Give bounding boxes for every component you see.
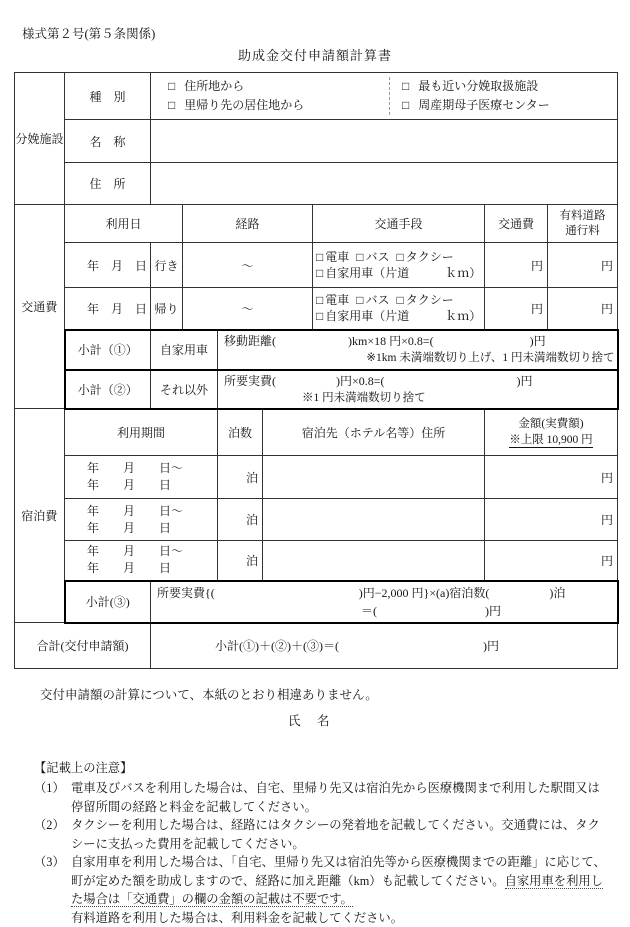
notes-section bbox=[34, 759, 608, 927]
transport-date-field[interactable]: 年 月 日 bbox=[65, 288, 151, 330]
checkbox-icon[interactable]: □ bbox=[396, 293, 404, 308]
transport-header-toll bbox=[548, 205, 618, 243]
lodging-header-period: 利用期間 bbox=[65, 409, 218, 456]
transport-toll-field[interactable]: 円 bbox=[548, 243, 618, 288]
means-option[interactable] bbox=[356, 293, 389, 307]
transport-fare-field[interactable]: 円 bbox=[485, 243, 548, 288]
period-line2: 年 月 日 bbox=[87, 478, 172, 492]
subtotal1-note: ※1km 未満端数切り上げ、1 円未満端数切り捨て bbox=[366, 352, 615, 364]
note3-text-main: 自家用車を利用した場合は、「自宅、里帰り先又は宿泊先等から医療機関までの距離」に応じて、町が定めた額を助成しますので、経路に加え距離（km）も記載してください。 bbox=[71, 855, 606, 888]
facility-address-label: 住 所 bbox=[65, 163, 151, 205]
period-line1: 年 月 日～ bbox=[87, 503, 184, 518]
facility-type-option[interactable] bbox=[402, 77, 617, 96]
lodging-period-field[interactable] bbox=[65, 456, 218, 499]
transport-route-field[interactable]: ～ bbox=[183, 288, 313, 330]
option-label: 住所地から bbox=[184, 79, 245, 93]
means-option-car[interactable] bbox=[316, 265, 484, 281]
facility-name-input-cell[interactable] bbox=[151, 120, 618, 163]
lodging-subtotal3-row bbox=[15, 581, 618, 623]
subtotal1-formula-cell[interactable] bbox=[218, 330, 618, 370]
total-row bbox=[15, 623, 618, 669]
name-label: 氏 名 bbox=[288, 714, 332, 728]
option-label: 自家用車（片道 ｋｍ） bbox=[325, 309, 482, 324]
lodging-hotel-field[interactable] bbox=[263, 499, 485, 541]
section-label-transport: 交通費 bbox=[15, 205, 65, 409]
means-option[interactable] bbox=[316, 293, 349, 307]
facility-type-option[interactable] bbox=[168, 96, 389, 115]
lodging-row bbox=[15, 499, 618, 541]
period-line1: 年 月 日～ bbox=[87, 544, 184, 559]
transport-row-return bbox=[15, 288, 618, 330]
facility-type-options-cell bbox=[151, 73, 618, 120]
subtotal1-formula: 移動距離( )km×18 円×0.8=( )円 bbox=[224, 334, 546, 348]
checkbox-icon[interactable]: □ bbox=[356, 293, 364, 308]
period-line2: 年 月 日 bbox=[87, 561, 172, 576]
lodging-header-amount bbox=[485, 409, 618, 456]
subtotal3-formula: 所要実費{( )円−2,000 円}×(a)宿泊数( )泊 bbox=[157, 585, 566, 600]
calculation-form-table bbox=[14, 72, 619, 669]
subtotal3-label: 小計(③) bbox=[65, 581, 151, 623]
page-title: 助成金交付申請額計算書 bbox=[237, 48, 392, 63]
lodging-row bbox=[15, 541, 618, 581]
checkbox-icon[interactable]: □ bbox=[168, 98, 176, 112]
note-item-2 bbox=[34, 816, 608, 853]
lodging-nights-field[interactable]: 泊 bbox=[218, 456, 263, 499]
lodging-header-hotel: 宿泊先（ホテル名等）住所 bbox=[263, 409, 485, 456]
checkbox-icon[interactable]: □ bbox=[316, 266, 324, 280]
facility-address-input-cell[interactable] bbox=[151, 163, 618, 205]
transport-header-route: 経路 bbox=[183, 205, 313, 243]
transport-direction-label: 帰り bbox=[151, 288, 183, 330]
checkbox-icon[interactable]: □ bbox=[316, 309, 324, 324]
means-option[interactable] bbox=[356, 250, 389, 264]
period-line1: 年 月 日～ bbox=[87, 461, 184, 475]
note-item-3 bbox=[34, 853, 608, 927]
option-label: バス bbox=[365, 250, 390, 264]
lodging-period-field[interactable] bbox=[65, 541, 218, 581]
option-label: タクシー bbox=[405, 293, 454, 308]
means-option[interactable] bbox=[397, 250, 454, 264]
checkbox-icon[interactable]: □ bbox=[168, 79, 176, 93]
note3-text-toll: 有料道路を利用した場合は、利用料金を記載してください。 bbox=[71, 910, 404, 925]
toll-header-line1: 有料道路 bbox=[559, 209, 606, 222]
facility-type-options-left bbox=[151, 77, 389, 115]
lodging-amount-field[interactable]: 円 bbox=[485, 456, 618, 499]
declaration-statement: 交付申請額の計算について、本紙のとおり相違ありません。 bbox=[40, 688, 378, 702]
note-text bbox=[71, 853, 608, 927]
period-line2: 年 月 日 bbox=[87, 520, 172, 535]
transport-fare-field[interactable]: 円 bbox=[485, 288, 548, 330]
means-option-car[interactable] bbox=[316, 308, 484, 324]
total-formula-cell[interactable]: 小計(①)＋(②)＋(③)＝( )円 bbox=[151, 623, 618, 669]
section-label-lodging: 宿泊費 bbox=[15, 409, 65, 623]
note3-text-underlined: 自家用車を利用した場合は「交通費」の欄の金額の記載は不要です。 bbox=[71, 873, 603, 907]
transport-means-cell[interactable] bbox=[313, 288, 485, 330]
lodging-period-field[interactable] bbox=[65, 499, 218, 541]
total-label: 合計(交付申請額) bbox=[15, 623, 151, 669]
checkbox-icon[interactable]: □ bbox=[356, 250, 364, 264]
checkbox-icon[interactable]: □ bbox=[402, 98, 410, 112]
note-number: （2） bbox=[34, 818, 65, 833]
facility-name-label: 名 称 bbox=[65, 120, 151, 163]
option-label: バス bbox=[365, 293, 390, 308]
subtotal2-formula-cell[interactable] bbox=[218, 370, 618, 409]
subtotal1-label: 小計（①） bbox=[65, 330, 151, 370]
option-label: 電車 bbox=[325, 293, 350, 308]
transport-row-outbound bbox=[15, 243, 618, 288]
lodging-nights-field[interactable]: 泊 bbox=[218, 541, 263, 581]
subtotal2-note: ※1 円未満端数切り捨て bbox=[302, 391, 426, 404]
option-label: 周産期母子医療センター bbox=[418, 98, 550, 112]
lodging-hotel-field[interactable] bbox=[263, 456, 485, 499]
transport-means-cell[interactable] bbox=[313, 243, 485, 288]
lodging-hotel-field[interactable] bbox=[263, 541, 485, 581]
subtotal2-label: 小計（②） bbox=[65, 370, 151, 409]
transport-subtotal1-row bbox=[15, 330, 618, 370]
means-option[interactable] bbox=[397, 293, 454, 307]
notes-title: 【記載上の注意】 bbox=[34, 761, 133, 775]
checkbox-icon[interactable]: □ bbox=[396, 250, 404, 264]
option-label: 最も近い分娩取扱施設 bbox=[418, 79, 539, 93]
note-number: （1） bbox=[34, 781, 65, 796]
facility-type-label: 種 別 bbox=[65, 73, 151, 120]
lodging-nights-field[interactable]: 泊 bbox=[218, 499, 263, 541]
note-item-1 bbox=[34, 779, 608, 816]
subtotal3-result: ＝( )円 bbox=[361, 603, 501, 618]
transport-direction-label: 行き bbox=[151, 243, 183, 288]
toll-header-line2: 通行料 bbox=[565, 224, 600, 237]
option-label: 里帰り先の居住地から bbox=[184, 98, 305, 112]
checkbox-icon[interactable]: □ bbox=[316, 250, 324, 264]
transport-toll-field[interactable]: 円 bbox=[548, 288, 618, 330]
transport-header-means: 交通手段 bbox=[313, 205, 485, 243]
subtotal2-formula: 所要実費( )円×0.8=( )円 bbox=[224, 373, 533, 388]
option-label: タクシー bbox=[405, 250, 454, 264]
means-option[interactable] bbox=[316, 250, 349, 264]
amount-header-limit: ※上限 10,900 円 bbox=[509, 434, 593, 447]
subtotal1-category: 自家用車 bbox=[151, 330, 218, 370]
transport-route-field[interactable]: ～ bbox=[183, 243, 313, 288]
transport-date-field[interactable]: 年 月 日 bbox=[65, 243, 151, 288]
section-label-facility: 分娩施設 bbox=[15, 73, 65, 205]
facility-type-options-right bbox=[389, 77, 617, 115]
checkbox-icon[interactable]: □ bbox=[316, 293, 324, 308]
facility-type-option[interactable] bbox=[402, 96, 617, 115]
note-text: 電車及びバスを利用した場合は、自宅、里帰り先又は宿泊先から医療機関まで利用した駅間又は停留所間の経路と料金を記載してください。 bbox=[71, 781, 600, 814]
option-label: 自家用車（片道 ｋｍ） bbox=[325, 266, 482, 280]
lodging-amount-field[interactable]: 円 bbox=[485, 499, 618, 541]
transport-header-date: 利用日 bbox=[65, 205, 183, 243]
option-label: 電車 bbox=[325, 250, 350, 264]
note-number: （3） bbox=[34, 855, 65, 870]
lodging-row bbox=[15, 456, 618, 499]
transport-header-fare: 交通費 bbox=[485, 205, 548, 243]
transport-subtotal2-row bbox=[15, 370, 618, 409]
lodging-header-nights: 泊数 bbox=[218, 409, 263, 456]
subtotal2-category: それ以外 bbox=[151, 370, 218, 409]
note-text: タクシーを利用した場合は、経路にはタクシーの発着地を記載してください。交通費には、タクシーに支払った費用を記載してください。 bbox=[71, 818, 600, 851]
lodging-amount-field[interactable]: 円 bbox=[485, 541, 618, 581]
subtotal3-formula-cell[interactable] bbox=[151, 581, 618, 623]
amount-header-line1: 金額(実費額) bbox=[518, 418, 584, 431]
facility-type-option[interactable] bbox=[168, 77, 389, 96]
checkbox-icon[interactable]: □ bbox=[402, 79, 410, 93]
form-number: 様式第２号(第５条関係) bbox=[22, 27, 156, 41]
